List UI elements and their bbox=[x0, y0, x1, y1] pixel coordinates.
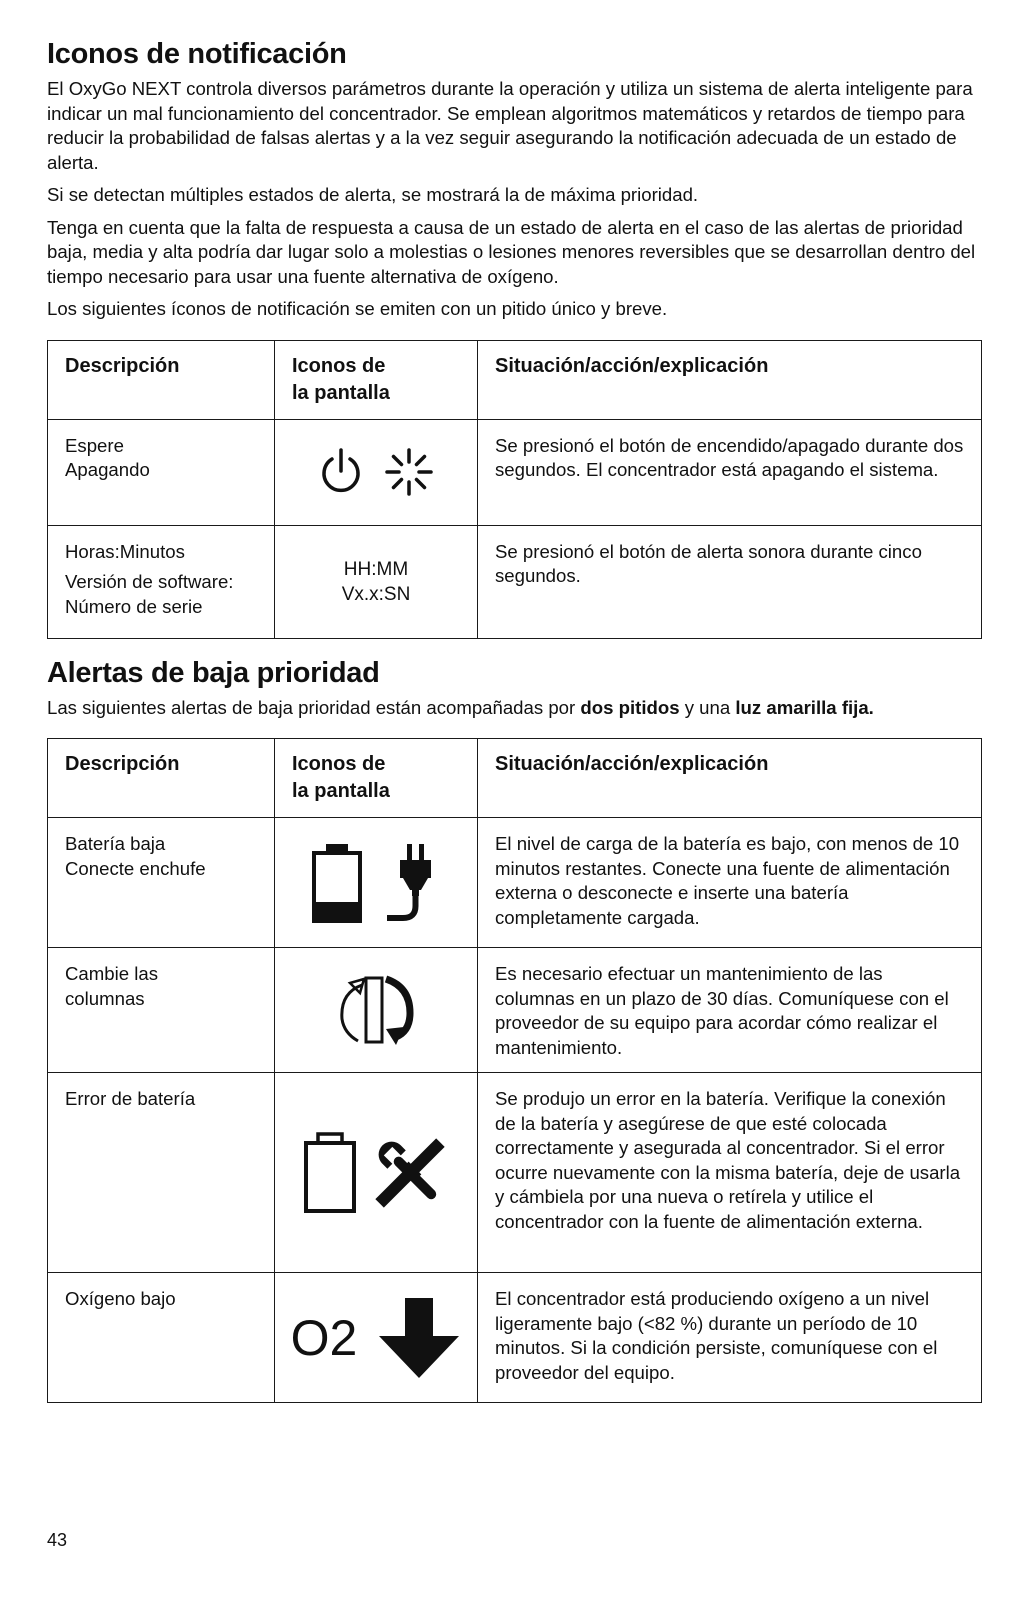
page-number: 43 bbox=[47, 1530, 68, 1550]
table-row bbox=[48, 818, 982, 948]
section-intro bbox=[47, 696, 982, 721]
header-description: Descripción bbox=[48, 739, 275, 818]
row-explanation: Se presionó el botón de encendido/apagado durante dos segundos. El concentrador está apagando el sistema. bbox=[478, 419, 982, 525]
row-description bbox=[48, 525, 275, 638]
description-line: Número de serie bbox=[65, 595, 203, 617]
row-icons bbox=[275, 948, 478, 1073]
header-icons: Iconos de la pantalla bbox=[275, 739, 478, 818]
table-row bbox=[48, 525, 982, 638]
description-line: Error de batería bbox=[65, 1088, 196, 1109]
row-description bbox=[48, 419, 275, 525]
intro-text: y una bbox=[679, 696, 736, 718]
description-line: Horas:Minutos bbox=[65, 540, 185, 562]
paragraph: Los siguientes íconos de notificación se emiten con un pitido único y breve. bbox=[47, 298, 668, 319]
intro-bold: luz amarilla fija. bbox=[735, 696, 874, 718]
paragraph: Si se detectan múltiples estados de alerta, se mostrará la de máxima prioridad. bbox=[47, 184, 699, 205]
low-battery-icon bbox=[311, 842, 363, 924]
row-explanation: Es necesario efectuar un mantenimiento de las columnas en un plazo de 30 días. Comuníquese con el proveedor de su equipo para acordar cómo realizar el mantenimiento. bbox=[478, 948, 982, 1073]
version-display-text: Vx.x:SN bbox=[341, 583, 411, 605]
row-icons bbox=[275, 525, 478, 638]
section-title-notification-icons: Iconos de notificación bbox=[47, 38, 347, 70]
row-description bbox=[48, 818, 275, 948]
down-arrow-icon bbox=[377, 1296, 461, 1380]
loading-icon bbox=[384, 447, 434, 497]
row-description bbox=[48, 1073, 275, 1273]
tools-icon bbox=[371, 1132, 449, 1214]
empty-battery-icon bbox=[303, 1132, 357, 1214]
description-line: Apagando bbox=[65, 459, 150, 480]
table-row bbox=[48, 1273, 982, 1403]
intro-bold: dos pitidos bbox=[580, 696, 680, 718]
time-display-text: HH:MM bbox=[343, 558, 409, 580]
row-description bbox=[48, 1273, 275, 1403]
table-row bbox=[48, 419, 982, 525]
description-line: Oxígeno bajo bbox=[65, 1288, 176, 1309]
header-explanation: Situación/acción/explicación bbox=[478, 739, 982, 818]
header-explanation: Situación/acción/explicación bbox=[478, 340, 982, 419]
description-line: columnas bbox=[65, 987, 145, 1009]
description-line: Espere bbox=[65, 434, 124, 456]
description-line: Batería baja bbox=[65, 833, 166, 854]
table-row bbox=[48, 1073, 982, 1273]
table-header-row bbox=[48, 340, 982, 419]
low-priority-alerts-table bbox=[47, 738, 982, 1403]
row-description bbox=[48, 948, 275, 1073]
table-row bbox=[48, 948, 982, 1073]
row-icons bbox=[275, 1073, 478, 1273]
row-explanation: El concentrador está produciendo oxígeno a un nivel ligeramente bajo (<82 %) durante un período de 10 minutos. Si la condición persiste, comuníquese con el proveedor del equipo. bbox=[478, 1273, 982, 1403]
row-explanation: Se presionó el botón de alerta sonora durante cinco segundos. bbox=[478, 525, 982, 638]
row-icons bbox=[275, 1273, 478, 1403]
oxygen-label: O2 bbox=[290, 1309, 358, 1366]
section-title-low-priority: Alertas de baja prioridad bbox=[47, 656, 380, 689]
page bbox=[47, 38, 982, 1403]
header-description: Descripción bbox=[48, 340, 275, 419]
paragraph: El OxyGo NEXT controla diversos parámetros durante la operación y utiliza un sistema de alerta inteligente para indicar un mal funcionamiento del concentrador. Se emplean algoritmos matemáticos y retardos de tiempo para reducir la probabilidad de falsas alertas y a la vez seguir asegurando la notificación adecuada de un estado de alerta. bbox=[47, 78, 973, 173]
intro-text: Las siguientes alertas de baja prioridad están acompañadas por bbox=[47, 696, 581, 718]
notification-icons-table bbox=[47, 340, 982, 639]
power-icon bbox=[318, 447, 364, 497]
change-columns-icon bbox=[334, 973, 418, 1047]
row-icons bbox=[275, 818, 478, 948]
table-header-row bbox=[48, 739, 982, 818]
description-line: Conecte enchufe bbox=[65, 857, 206, 879]
plug-icon bbox=[385, 842, 441, 924]
description-line: Versión de software: bbox=[65, 571, 234, 592]
row-explanation: Se produjo un error en la batería. Verifique la conexión de la batería y asegúrese de que esté colocada correctamente y asegurada al concentrador. Si el error ocurre nuevamente con la misma batería, deje de usarla y cámbiela por una nueva o retírela y utilice el concentrador con la fuente de alimentación externa. bbox=[478, 1073, 982, 1273]
header-icons: Iconos de la pantalla bbox=[275, 340, 478, 419]
row-explanation: El nivel de carga de la batería es bajo, con menos de 10 minutos restantes. Conecte una fuente de alimentación externa o desconecte e inserte una batería completamente cargada. bbox=[478, 818, 982, 948]
description-line: Cambie las bbox=[65, 963, 159, 984]
row-icons bbox=[275, 419, 478, 525]
paragraph: Tenga en cuenta que la falta de respuesta a causa de un estado de alerta en el caso de las alertas de prioridad baja, media y alta podría dar lugar solo a molestias o lesiones menores reversibles que se desarrollan dentro del tiempo necesario para usar una fuente alternativa de oxígeno. bbox=[47, 216, 976, 287]
